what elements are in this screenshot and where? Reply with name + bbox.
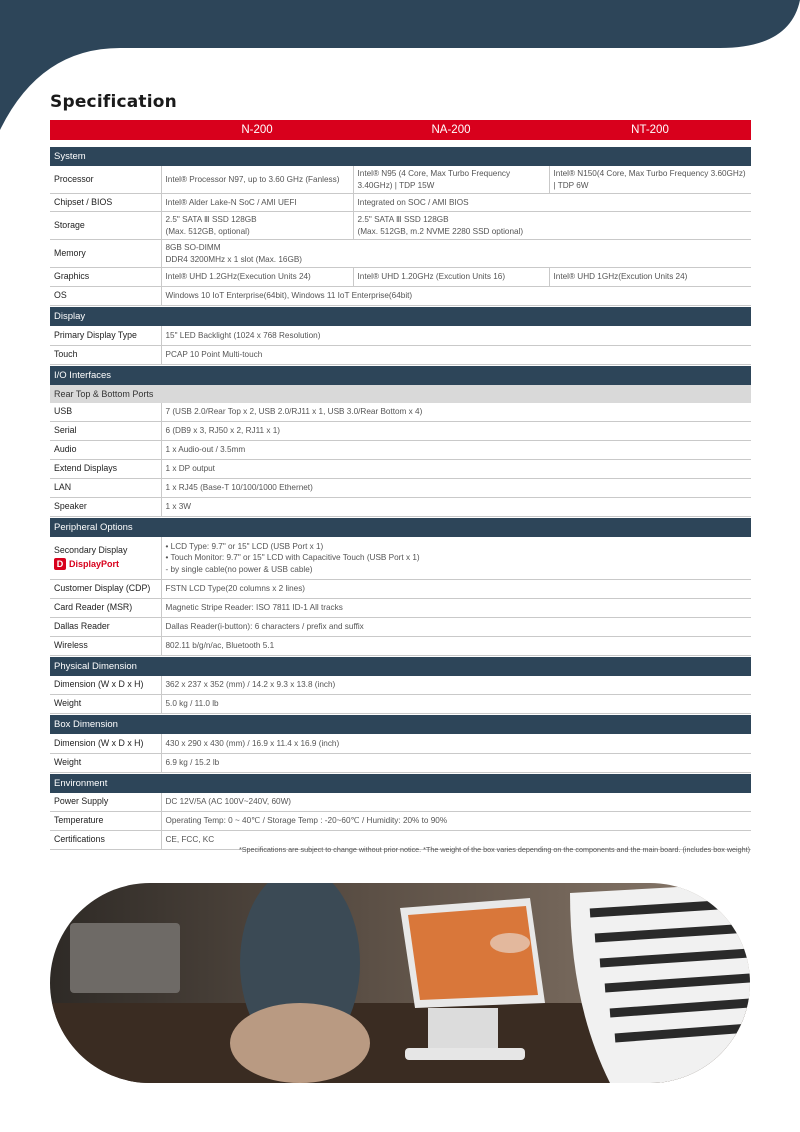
cell-value: Intel® Alder Lake-N SoC / AMI UEFI xyxy=(161,194,353,212)
model-na200: NA-200 xyxy=(431,124,471,136)
environment-table xyxy=(50,793,751,851)
cell-value: Windows 10 IoT Enterprise(64bit), Windows 11 IoT Enterprise(64bit) xyxy=(161,287,751,306)
io-table xyxy=(50,403,751,518)
cell-value: Magnetic Stripe Reader: ISO 7811 ID-1 All tracks xyxy=(161,598,751,617)
section-environment: Environment xyxy=(50,773,751,793)
cell-value: Intel® Processor N97, up to 3.60 GHz (Fanless) xyxy=(161,166,353,194)
cell-value: 8GB SO-DIMM DDR4 3200MHz x 1 slot (Max. 16GB) xyxy=(161,240,751,268)
section-display: Display xyxy=(50,306,751,326)
row-label: Dimension (W x D x H) xyxy=(50,734,161,753)
cell-value: FSTN LCD Type(20 columns x 2 lines) xyxy=(161,579,751,598)
cell-value: 802.11 b/g/n/ac, Bluetooth 5.1 xyxy=(161,636,751,655)
row-label: USB xyxy=(50,403,161,422)
cell-value: Integrated on SOC / AMI BIOS xyxy=(353,194,751,212)
row-label: Card Reader (MSR) xyxy=(50,598,161,617)
row-label: Processor xyxy=(50,166,161,194)
row-label: Weight xyxy=(50,753,161,772)
model-n200: N-200 xyxy=(241,124,273,136)
row-label: Certifications xyxy=(50,831,161,850)
row-label: Serial xyxy=(50,422,161,441)
peripheral-table xyxy=(50,537,751,656)
cell-value: CE, FCC, KC xyxy=(161,831,751,850)
cell-value: Intel® UHD 1GHz(Excution Units 24) xyxy=(549,268,751,287)
box-table xyxy=(50,734,751,773)
cell-value: 1 x 3W xyxy=(161,498,751,517)
section-system: System xyxy=(50,146,751,166)
row-label: Secondary Display D DisplayPort xyxy=(50,537,161,579)
cell-value: Intel® UHD 1.2GHz(Execution Units 24) xyxy=(161,268,353,287)
row-label: Customer Display (CDP) xyxy=(50,579,161,598)
cell-value: Dallas Reader(i-button): 6 characters / prefix and suffix xyxy=(161,617,751,636)
row-label: Primary Display Type xyxy=(50,326,161,345)
cafe-pos-illustration xyxy=(50,883,750,1083)
section-io: I/O Interfaces xyxy=(50,365,751,385)
cell-value: Intel® N95 (4 Core, Max Turbo Frequency 3.40GHz) | TDP 15W xyxy=(353,166,549,194)
row-label: Touch xyxy=(50,345,161,364)
row-label: Speaker xyxy=(50,498,161,517)
product-photo xyxy=(50,883,750,1083)
row-label: Audio xyxy=(50,441,161,460)
row-label: Wireless xyxy=(50,636,161,655)
cell-value: 6.9 kg / 15.2 lb xyxy=(161,753,751,772)
cell-value: Intel® N150(4 Core, Max Turbo Frequency 3.60GHz) | TDP 6W xyxy=(549,166,751,194)
system-table xyxy=(50,166,751,306)
displayport-icon: D xyxy=(54,558,66,570)
row-label: Memory xyxy=(50,240,161,268)
row-label: LAN xyxy=(50,479,161,498)
page-title: Specification xyxy=(50,92,177,112)
footnote: *Specifications are subject to change without prior notice. *The weight of the box varies depending on the components and the main board. (includes box weight) xyxy=(238,845,750,854)
row-label: Dallas Reader xyxy=(50,617,161,636)
cell-value: • LCD Type: 9.7" or 15" LCD (USB Port x 1) • Touch Monitor: 9.7" or 15" LCD with Capacitive Touch (USB Port x 1) - by single cable(no power & USB cable) xyxy=(161,537,751,579)
row-label: OS xyxy=(50,287,161,306)
row-label: Extend Displays xyxy=(50,460,161,479)
section-physical: Physical Dimension xyxy=(50,656,751,676)
row-label: Weight xyxy=(50,695,161,714)
row-label: Temperature xyxy=(50,812,161,831)
section-peripheral: Peripheral Options xyxy=(50,517,751,537)
cell-value: 5.0 kg / 11.0 lb xyxy=(161,695,751,714)
cell-value: 1 x RJ45 (Base-T 10/100/1000 Ethernet) xyxy=(161,479,751,498)
cell-value: 1 x DP output xyxy=(161,460,751,479)
cell-value: 7 (USB 2.0/Rear Top x 2, USB 2.0/RJ11 x 1, USB 3.0/Rear Bottom x 4) xyxy=(161,403,751,422)
cell-value: 2.5" SATA Ⅲ SSD 128GB (Max. 512GB, m.2 NVME 2280 SSD optional) xyxy=(353,212,751,240)
cell-value: 15" LED Backlight (1024 x 768 Resolution) xyxy=(161,326,751,345)
display-table xyxy=(50,326,751,365)
row-label: Storage xyxy=(50,212,161,240)
cell-value: 2.5" SATA Ⅲ SSD 128GB (Max. 512GB, optional) xyxy=(161,212,353,240)
model-nt200: NT-200 xyxy=(631,124,669,136)
displayport-logo: D DisplayPort xyxy=(54,558,119,570)
section-box: Box Dimension xyxy=(50,714,751,734)
row-label: Chipset / BIOS xyxy=(50,194,161,212)
row-label: Power Supply xyxy=(50,793,161,812)
physical-table xyxy=(50,676,751,715)
cell-value: 1 x Audio-out / 3.5mm xyxy=(161,441,751,460)
cell-value: 362 x 237 x 352 (mm) / 14.2 x 9.3 x 13.8 (inch) xyxy=(161,676,751,695)
cell-value: DC 12V/5A (AC 100V~240V, 60W) xyxy=(161,793,751,812)
spec-table xyxy=(50,120,751,850)
cell-value: PCAP 10 Point Multi-touch xyxy=(161,345,751,364)
cell-value: 6 (DB9 x 3, RJ50 x 2, RJ11 x 1) xyxy=(161,422,751,441)
corner-decoration xyxy=(0,0,800,140)
cell-value: Operating Temp: 0 ~ 40℃ / Storage Temp : -20~60℃ / Humidity: 20% to 90% xyxy=(161,812,751,831)
cell-value: Intel® UHD 1.20GHz (Excution Units 16) xyxy=(353,268,549,287)
cell-value: 430 x 290 x 430 (mm) / 16.9 x 11.4 x 16.9 (inch) xyxy=(161,734,751,753)
row-label: Graphics xyxy=(50,268,161,287)
subsection-ports: Rear Top & Bottom Ports xyxy=(50,385,751,403)
row-label: Dimension (W x D x H) xyxy=(50,676,161,695)
model-header-row xyxy=(50,120,751,140)
